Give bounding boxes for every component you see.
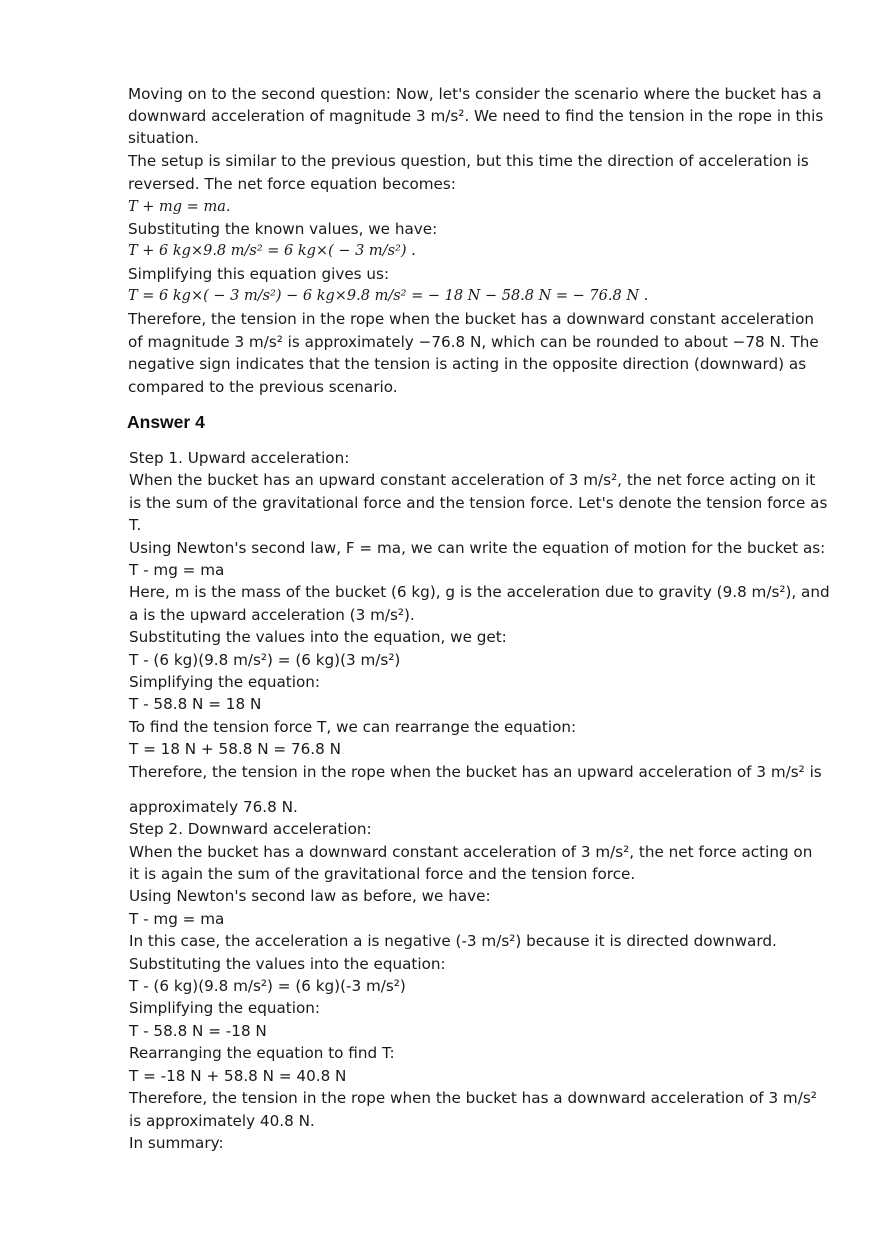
equation-line: T = 6 kg×( − 3 m/s²) − 6 kg×9.8 m/s² = − 18 N − 58.8 N = − 76.8 N .	[128, 288, 649, 304]
text-line: reversed. The net force equation becomes:	[128, 175, 456, 193]
text-line: Step 1. Upward acceleration:	[129, 449, 350, 467]
text-line: downward acceleration of magnitude 3 m/s². We need to find the tension in the rope in this	[128, 107, 824, 125]
text-line: is the sum of the gravitational force and the tension force. Let's denote the tension force as	[129, 494, 828, 512]
text-line: a is the upward acceleration (3 m/s²).	[129, 606, 415, 624]
text-line: Simplifying this equation gives us:	[128, 265, 390, 283]
text-line: Simplifying the equation:	[129, 673, 320, 691]
text-line: Substituting the values into the equation, we get:	[129, 628, 507, 646]
text-line: Moving on to the second question: Now, let's consider the scenario where the bucket has a	[128, 85, 822, 103]
text-line: T - (6 kg)(9.8 m/s²) = (6 kg)(3 m/s²)	[129, 651, 401, 669]
text-line: negative sign indicates that the tension is acting in the opposite direction (downward) as	[128, 355, 807, 373]
text-line: Therefore, the tension in the rope when the bucket has a downward acceleration of 3 m/s²	[129, 1089, 817, 1107]
text-line: is approximately 40.8 N.	[129, 1112, 315, 1130]
text-line: approximately 76.8 N.	[129, 798, 298, 816]
text-line: T - 58.8 N = -18 N	[129, 1022, 267, 1040]
text-line: Step 2. Downward acceleration:	[129, 820, 372, 838]
text-line: it is again the sum of the gravitational force and the tension force.	[129, 865, 636, 883]
text-line: T - mg = ma	[129, 910, 225, 928]
text-line: Therefore, the tension in the rope when the bucket has a downward constant acceleration	[128, 310, 815, 328]
text-line: In this case, the acceleration a is negative (-3 m/s²) because it is directed downward.	[129, 932, 777, 950]
text-line: In summary:	[129, 1134, 224, 1152]
equation-line: T + 6 kg×9.8 m/s² = 6 kg×( − 3 m/s²) .	[128, 243, 416, 259]
text-line: Here, m is the mass of the bucket (6 kg), g is the acceleration due to gravity (9.8 m/s²), and	[129, 583, 830, 601]
text-line: T - mg = ma	[129, 561, 225, 579]
text-line: Substituting the known values, we have:	[128, 220, 438, 238]
text-line: situation.	[128, 129, 199, 147]
text-line: T - 58.8 N = 18 N	[129, 695, 262, 713]
text-line: T - (6 kg)(9.8 m/s²) = (6 kg)(-3 m/s²)	[129, 977, 406, 995]
text-line: Therefore, the tension in the rope when the bucket has an upward acceleration of 3 m/s² is	[129, 763, 822, 781]
answer-heading: Answer 4	[127, 412, 205, 432]
text-line: compared to the previous scenario.	[128, 378, 398, 396]
text-line: T.	[129, 516, 142, 534]
text-line: Rearranging the equation to find T:	[129, 1044, 395, 1062]
text-line: The setup is similar to the previous question, but this time the direction of acceleration is	[128, 152, 809, 170]
text-line: Using Newton's second law, F = ma, we can write the equation of motion for the bucket as:	[129, 539, 826, 557]
text-line: Simplifying the equation:	[129, 999, 320, 1017]
text-line: When the bucket has an upward constant acceleration of 3 m/s², the net force acting on it	[129, 471, 816, 489]
text-line: Substituting the values into the equation:	[129, 955, 446, 973]
text-line: Using Newton's second law as before, we have:	[129, 887, 491, 905]
text-line: T = -18 N + 58.8 N = 40.8 N	[129, 1067, 347, 1085]
text-line: T = 18 N + 58.8 N = 76.8 N	[129, 740, 341, 758]
equation-line: T + mg = ma.	[128, 199, 231, 215]
text-line: of magnitude 3 m/s² is approximately −76.8 N, which can be rounded to about −78 N. The	[128, 333, 819, 351]
text-line: When the bucket has a downward constant acceleration of 3 m/s², the net force acting on	[129, 843, 813, 861]
text-line: To find the tension force T, we can rearrange the equation:	[129, 718, 577, 736]
